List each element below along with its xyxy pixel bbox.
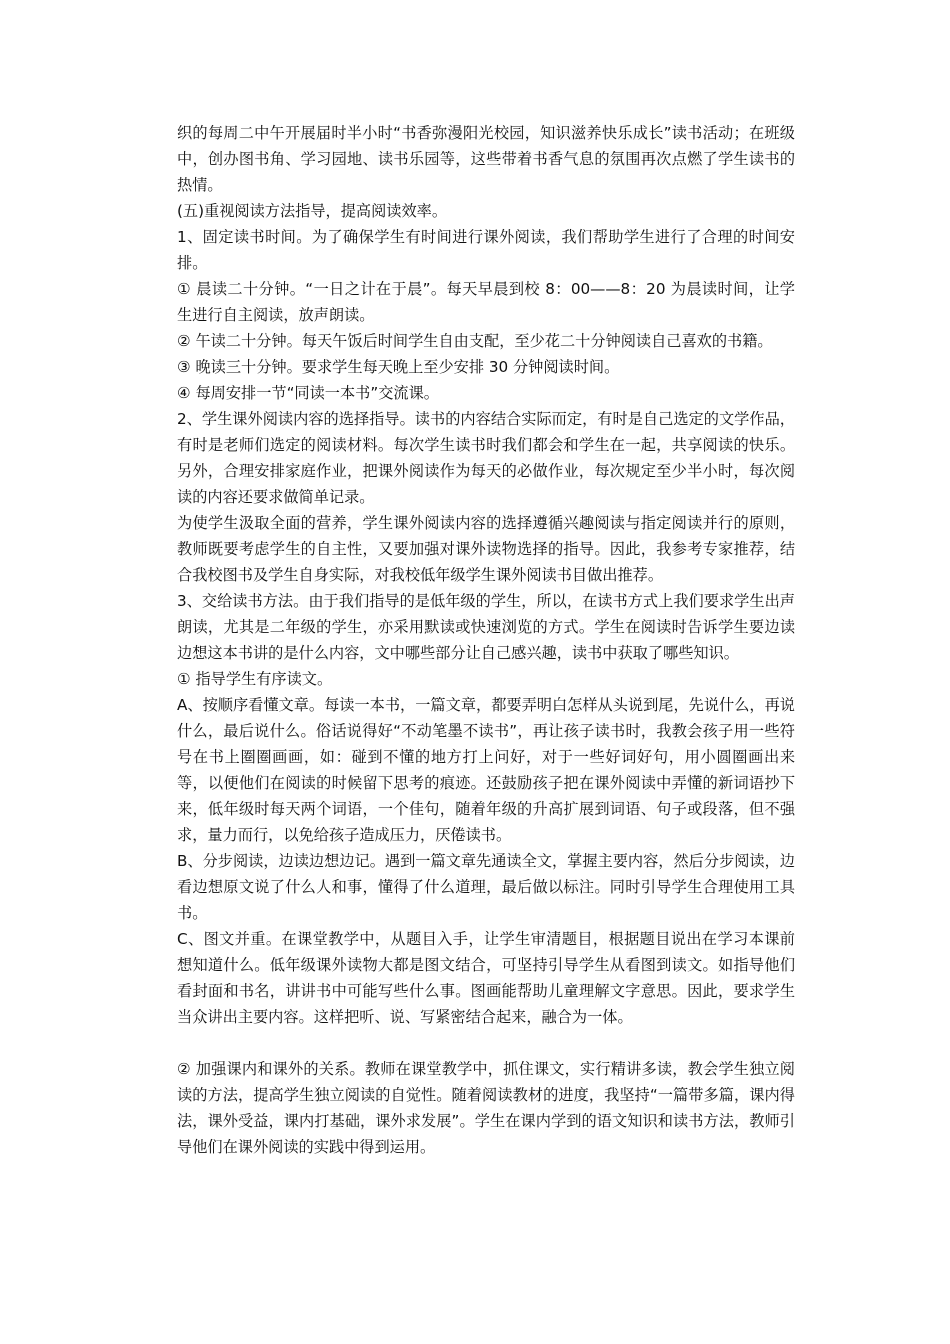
paragraph-content-selection: 2、学生课外阅读内容的选择指导。读书的内容结合实际而定，有时是自己选定的文学作品，有时是老师们选定的阅读材料。每次学生读书时我们都会和学生在一起，共享阅读的快乐。另外，合理安排家庭作业，把课外阅读作为每天的必做作业，每次规定至少半小时，每次阅读的内容还要求做简单记录。: [177, 410, 795, 506]
paragraph-point-b: B、分步阅读，边读边想边记。遇到一篇文章先通读全文，掌握主要内容，然后分步阅读，边看边想原文说了什么人和事，懂得了什么道理，最后做以标注。同时引导学生合理使用工具书。: [177, 852, 795, 922]
list-item-weekly-class: ④ 每周安排一节“同读一本书”交流课。: [177, 384, 439, 402]
paragraph-point-c: C、图文并重。在课堂教学中，从题目入手，让学生审清题目，根据题目说出在学习本课前想知道什么。低年级课外读物大都是图文结合，可坚持引导学生从看图到读文。如指导他们看封面和书名，讲讲书中可能写些什么事。图画能帮助儿童理解文字意思。因此，要求学生当众讲出主要内容。这样把听、说、写紧密结合起来，融合为一体。: [177, 930, 795, 1026]
list-item-morning-reading: ① 晨读二十分钟。“一日之计在于晨”。每天早晨到校 8：00——8：20 为晨读时间，让学生进行自主阅读，放声朗读。: [177, 280, 795, 324]
paragraph-activities: 织的每周二中午开展届时半小时“书香弥漫阳光校园，知识滋养快乐成长”读书活动；在班级中，创办图书角、学习园地、读书乐园等，这些带着书香气息的氛围再次点燃了学生读书的热情。: [177, 124, 795, 194]
section-heading-reading-method: (五)重视阅读方法指导，提高阅读效率。: [177, 202, 448, 220]
paragraph-nutrition-principle: 为使学生汲取全面的营养，学生课外阅读内容的选择遵循兴趣阅读与指定阅读并行的原则，教师既要考虑学生的自主性，又要加强对课外读物选择的指导。因此，我参考专家推荐，结合我校图书及学生自身实际，对我校低年级学生课外阅读书目做出推荐。: [177, 514, 795, 584]
paragraph-point-a: A、按顺序看懂文章。每读一本书，一篇文章，都要弄明白怎样从头说到尾，先说什么，再说什么，最后说什么。俗话说得好“不动笔墨不读书”，再让孩子读书时，我教会孩子用一些符号在书上圈圈画画，如：碰到不懂的地方打上问好，对于一些好词好句，用小圆圈画出来等，以便他们在阅读的时候留下思考的痕迹。还鼓励孩子把在课外阅读中弄懂的新词语抄下来，低年级时每天两个词语，一个佳句，随着年级的升高扩展到词语、句子或段落，但不强求，量力而行，以免给孩子造成压力，厌倦读书。: [177, 696, 795, 844]
document-body: [177, 120, 795, 1160]
list-item-evening-reading: ③ 晚读三十分钟。要求学生每天晚上至少安排 30 分钟阅读时间。: [177, 358, 620, 376]
paragraph-fixed-reading-time: 1、固定读书时间。为了确保学生有时间进行课外阅读，我们帮助学生进行了合理的时间安排。: [177, 228, 795, 272]
blank-line: [177, 1030, 795, 1056]
list-item-noon-reading: ② 午读二十分钟。每天午饭后时间学生自由支配，至少花二十分钟阅读自己喜欢的书籍。: [177, 332, 773, 350]
paragraph-in-out-class: ② 加强课内和课外的关系。教师在课堂教学中，抓住课文，实行精讲多读，教会学生独立阅读的方法，提高学生独立阅读的自觉性。随着阅读教材的进度，我坚持“一篇带多篇，课内得法，课外受益，课内打基础，课外求发展”。学生在课内学到的语文知识和读书方法，教师引导他们在课外阅读的实践中得到运用。: [177, 1060, 795, 1156]
paragraph-reading-methods: 3、交给读书方法。由于我们指导的是低年级的学生，所以，在读书方式上我们要求学生出声朗读，尤其是二年级的学生，亦采用默读或快速浏览的方式。学生在阅读时告诉学生要边读边想这本书讲的是什么内容，文中哪些部分让自己感兴趣，读书中获取了哪些知识。: [177, 592, 795, 662]
list-item-ordered-reading: ① 指导学生有序读文。: [177, 670, 333, 688]
